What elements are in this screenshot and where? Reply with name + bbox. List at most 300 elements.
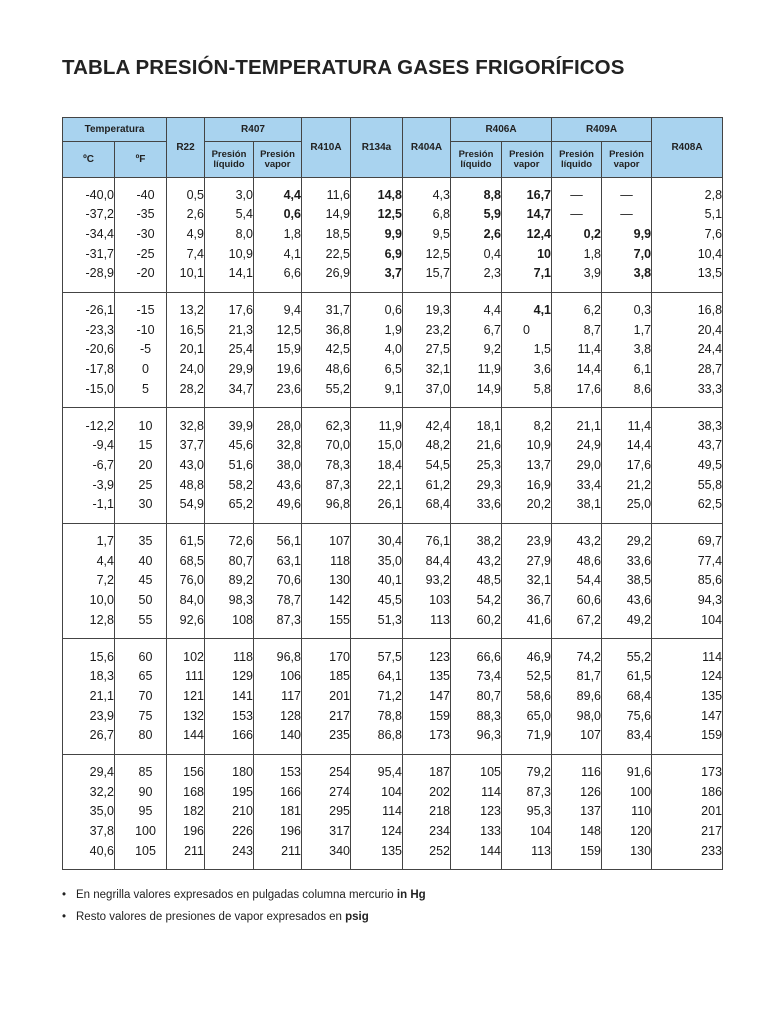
table-cell: -30 bbox=[115, 225, 167, 245]
table-cell: 6,5 bbox=[351, 360, 403, 380]
table-cell: 88,3 bbox=[451, 707, 502, 727]
header-temperatura: Temperatura bbox=[63, 118, 167, 142]
table-cell: 0,3 bbox=[602, 301, 652, 321]
table-cell: -3,9 bbox=[63, 476, 115, 496]
table-cell: 11,9 bbox=[451, 360, 502, 380]
table-cell: 6,7 bbox=[451, 321, 502, 341]
table-cell: 70 bbox=[115, 687, 167, 707]
table-cell: 18,5 bbox=[302, 225, 351, 245]
table-cell: 0,6 bbox=[254, 205, 302, 225]
header-r134a: R134a bbox=[351, 118, 403, 178]
table-cell: 84,4 bbox=[403, 552, 451, 572]
table-cell: 26,1 bbox=[351, 495, 403, 515]
table-row bbox=[63, 380, 723, 400]
table-cell: 317 bbox=[302, 822, 351, 842]
table-cell: 13,5 bbox=[652, 264, 723, 284]
table-cell: 6,2 bbox=[552, 301, 602, 321]
table-cell: 33,3 bbox=[652, 380, 723, 400]
table-cell: 28,2 bbox=[167, 380, 205, 400]
table-cell: 180 bbox=[205, 763, 254, 783]
table-cell: 1,5 bbox=[502, 340, 552, 360]
table-cell: 43,0 bbox=[167, 456, 205, 476]
table-cell: 156 bbox=[167, 763, 205, 783]
table-cell: 2,6 bbox=[167, 205, 205, 225]
table-row bbox=[63, 456, 723, 476]
table-cell: 30 bbox=[115, 495, 167, 515]
table-cell: 95,3 bbox=[502, 802, 552, 822]
table-cell: 64,1 bbox=[351, 667, 403, 687]
table-cell: 32,1 bbox=[403, 360, 451, 380]
table-cell: 39,9 bbox=[205, 417, 254, 437]
table-cell: 114 bbox=[652, 648, 723, 668]
table-cell: 113 bbox=[403, 611, 451, 631]
footnote-2-unit: psig bbox=[345, 911, 369, 923]
table-cell: 118 bbox=[302, 552, 351, 572]
table-cell: 201 bbox=[652, 802, 723, 822]
table-row bbox=[63, 667, 723, 687]
table-cell: 105 bbox=[115, 842, 167, 862]
table-row bbox=[63, 245, 723, 265]
table-cell: 0,6 bbox=[351, 301, 403, 321]
table-row bbox=[63, 571, 723, 591]
footnote-1 bbox=[62, 884, 426, 906]
table-cell: 3,7 bbox=[351, 264, 403, 284]
table-cell: 85 bbox=[115, 763, 167, 783]
table-cell: 123 bbox=[451, 802, 502, 822]
table-cell: 159 bbox=[403, 707, 451, 727]
table-cell: 233 bbox=[652, 842, 723, 862]
table-cell: 61,5 bbox=[602, 667, 652, 687]
table-cell: 21,1 bbox=[63, 687, 115, 707]
table-cell: 29,3 bbox=[451, 476, 502, 496]
table-cell: — bbox=[552, 186, 602, 206]
header-r409a-liquido: Presión líquido bbox=[552, 142, 602, 178]
table-cell: 18,1 bbox=[451, 417, 502, 437]
table-cell: 7,0 bbox=[602, 245, 652, 265]
header-r404a: R404A bbox=[403, 118, 451, 178]
table-cell: 107 bbox=[302, 532, 351, 552]
table-cell: 23,6 bbox=[254, 380, 302, 400]
table-row bbox=[63, 417, 723, 437]
table-cell: 135 bbox=[652, 687, 723, 707]
table-cell: 135 bbox=[351, 842, 403, 862]
table-cell: 102 bbox=[167, 648, 205, 668]
table-cell: 66,6 bbox=[451, 648, 502, 668]
table-cell: 63,1 bbox=[254, 552, 302, 572]
table-cell: 48,5 bbox=[451, 571, 502, 591]
table-cell: 14,4 bbox=[602, 436, 652, 456]
table-cell: 18,4 bbox=[351, 456, 403, 476]
table-cell: 235 bbox=[302, 726, 351, 746]
table-cell: 173 bbox=[403, 726, 451, 746]
table-cell: 7,2 bbox=[63, 571, 115, 591]
table-cell: -37,2 bbox=[63, 205, 115, 225]
table-cell: 211 bbox=[254, 842, 302, 862]
table-cell: 96,3 bbox=[451, 726, 502, 746]
table-cell: 27,5 bbox=[403, 340, 451, 360]
table-cell: 33,6 bbox=[602, 552, 652, 572]
table-cell: 49,6 bbox=[254, 495, 302, 515]
table-cell: 166 bbox=[254, 783, 302, 803]
table-cell: 252 bbox=[403, 842, 451, 862]
table-cell: 2,3 bbox=[451, 264, 502, 284]
table-cell: 73,4 bbox=[451, 667, 502, 687]
table-cell: 1,9 bbox=[351, 321, 403, 341]
table-cell: -20,6 bbox=[63, 340, 115, 360]
table-cell: 32,8 bbox=[167, 417, 205, 437]
table-cell: 13,7 bbox=[502, 456, 552, 476]
table-row bbox=[63, 611, 723, 631]
table-cell: 40,1 bbox=[351, 571, 403, 591]
group-spacer bbox=[63, 631, 723, 639]
table-cell: 37,7 bbox=[167, 436, 205, 456]
table-cell: -15 bbox=[115, 301, 167, 321]
table-cell: 10 bbox=[115, 417, 167, 437]
group-spacer bbox=[63, 409, 723, 417]
table-cell: 20,1 bbox=[167, 340, 205, 360]
table-cell: 35,0 bbox=[351, 552, 403, 572]
table-cell: 10,0 bbox=[63, 591, 115, 611]
table-row bbox=[63, 726, 723, 746]
table-cell: 4,4 bbox=[254, 186, 302, 206]
table-row bbox=[63, 340, 723, 360]
table-cell: 81,7 bbox=[552, 667, 602, 687]
table-cell: 111 bbox=[167, 667, 205, 687]
table-cell: 15 bbox=[115, 436, 167, 456]
table-cell: 87,3 bbox=[302, 476, 351, 496]
table-cell: 31,7 bbox=[302, 301, 351, 321]
table-cell: 70,6 bbox=[254, 571, 302, 591]
table-cell: 98,3 bbox=[205, 591, 254, 611]
table-cell: 54,2 bbox=[451, 591, 502, 611]
table-cell: 20,2 bbox=[502, 495, 552, 515]
header-r406a-liquido: Presión líquido bbox=[451, 142, 502, 178]
table-cell: 9,1 bbox=[351, 380, 403, 400]
table-cell: 35,0 bbox=[63, 802, 115, 822]
table-cell: 211 bbox=[167, 842, 205, 862]
table-cell: 41,6 bbox=[502, 611, 552, 631]
table-cell: 78,8 bbox=[351, 707, 403, 727]
table-cell: 20,4 bbox=[652, 321, 723, 341]
table-cell: 1,8 bbox=[552, 245, 602, 265]
table-cell: 29,9 bbox=[205, 360, 254, 380]
table-cell: 14,9 bbox=[302, 205, 351, 225]
table-cell: 51,3 bbox=[351, 611, 403, 631]
table-row bbox=[63, 321, 723, 341]
table-row bbox=[63, 763, 723, 783]
table-cell: 23,2 bbox=[403, 321, 451, 341]
table-cell: 173 bbox=[652, 763, 723, 783]
bullet-icon: • bbox=[62, 911, 67, 923]
table-cell: 166 bbox=[205, 726, 254, 746]
table-cell: 25 bbox=[115, 476, 167, 496]
table-cell: 91,6 bbox=[602, 763, 652, 783]
footnote-2-text: Resto valores de presiones de vapor expresados en bbox=[76, 911, 346, 923]
table-cell: 98,0 bbox=[552, 707, 602, 727]
table-cell: 4,1 bbox=[502, 301, 552, 321]
table-cell: 26,9 bbox=[302, 264, 351, 284]
table-cell: 11,6 bbox=[302, 186, 351, 206]
table-cell: 90 bbox=[115, 783, 167, 803]
table-cell: 12,5 bbox=[254, 321, 302, 341]
table-cell: 9,9 bbox=[602, 225, 652, 245]
table-cell: 113 bbox=[502, 842, 552, 862]
table-cell: 123 bbox=[403, 648, 451, 668]
table-cell: 54,9 bbox=[167, 495, 205, 515]
table-row bbox=[63, 783, 723, 803]
table-cell: 147 bbox=[403, 687, 451, 707]
table-row bbox=[63, 476, 723, 496]
table-cell: 11,4 bbox=[552, 340, 602, 360]
table-cell: 28,7 bbox=[652, 360, 723, 380]
table-cell: 25,4 bbox=[205, 340, 254, 360]
table-cell: 170 bbox=[302, 648, 351, 668]
table-cell: 182 bbox=[167, 802, 205, 822]
table-row bbox=[63, 802, 723, 822]
table-cell: — bbox=[552, 205, 602, 225]
table-row bbox=[63, 822, 723, 842]
table-cell: 37,0 bbox=[403, 380, 451, 400]
table-cell: 28,0 bbox=[254, 417, 302, 437]
table-cell: 6,6 bbox=[254, 264, 302, 284]
table-cell: 14,1 bbox=[205, 264, 254, 284]
table-cell: 15,9 bbox=[254, 340, 302, 360]
table-cell: 130 bbox=[602, 842, 652, 862]
table-cell: 43,2 bbox=[552, 532, 602, 552]
table-cell: 56,1 bbox=[254, 532, 302, 552]
group-spacer bbox=[63, 515, 723, 523]
table-cell: 155 bbox=[302, 611, 351, 631]
table-cell: 36,8 bbox=[302, 321, 351, 341]
table-cell: -15,0 bbox=[63, 380, 115, 400]
table-cell: 46,9 bbox=[502, 648, 552, 668]
table-cell: 13,2 bbox=[167, 301, 205, 321]
table-cell: 130 bbox=[302, 571, 351, 591]
table-row bbox=[63, 552, 723, 572]
header-fahrenheit: ºF bbox=[115, 142, 167, 178]
table-cell: 4,1 bbox=[254, 245, 302, 265]
table-cell: 1,8 bbox=[254, 225, 302, 245]
table-cell: 0 bbox=[115, 360, 167, 380]
table-cell: -20 bbox=[115, 264, 167, 284]
table-cell: 144 bbox=[167, 726, 205, 746]
table-row bbox=[63, 532, 723, 552]
table-cell: 3,0 bbox=[205, 186, 254, 206]
table-cell: 159 bbox=[652, 726, 723, 746]
table-cell: 94,3 bbox=[652, 591, 723, 611]
table-cell: 142 bbox=[302, 591, 351, 611]
table-cell: 22,5 bbox=[302, 245, 351, 265]
table-cell: 38,5 bbox=[602, 571, 652, 591]
table-cell: 84,0 bbox=[167, 591, 205, 611]
table-cell: 43,6 bbox=[602, 591, 652, 611]
table-cell: 129 bbox=[205, 667, 254, 687]
table-cell: 185 bbox=[302, 667, 351, 687]
table-cell: 92,6 bbox=[167, 611, 205, 631]
table-cell: 58,6 bbox=[502, 687, 552, 707]
table-cell: 10,9 bbox=[502, 436, 552, 456]
table-cell: 226 bbox=[205, 822, 254, 842]
table-cell: 35 bbox=[115, 532, 167, 552]
table-row bbox=[63, 225, 723, 245]
header-r406a: R406A bbox=[451, 118, 552, 142]
table-cell: -6,7 bbox=[63, 456, 115, 476]
table-cell: 45,6 bbox=[205, 436, 254, 456]
table-cell: 5,9 bbox=[451, 205, 502, 225]
table-cell: -26,1 bbox=[63, 301, 115, 321]
table-cell: 65,2 bbox=[205, 495, 254, 515]
table-cell: -25 bbox=[115, 245, 167, 265]
table-cell: -12,2 bbox=[63, 417, 115, 437]
table-cell: 24,9 bbox=[552, 436, 602, 456]
table-cell: 0,5 bbox=[167, 186, 205, 206]
table-cell: 153 bbox=[254, 763, 302, 783]
table-cell: 65 bbox=[115, 667, 167, 687]
table-cell: 87,3 bbox=[254, 611, 302, 631]
table-cell: 32,8 bbox=[254, 436, 302, 456]
table-cell: 4,9 bbox=[167, 225, 205, 245]
table-cell: 19,6 bbox=[254, 360, 302, 380]
table-cell: 69,7 bbox=[652, 532, 723, 552]
table-cell: 15,7 bbox=[403, 264, 451, 284]
table-cell: 76,0 bbox=[167, 571, 205, 591]
table-cell: 168 bbox=[167, 783, 205, 803]
group-spacer bbox=[63, 284, 723, 292]
header-r22: R22 bbox=[167, 118, 205, 178]
table-cell: 12,5 bbox=[351, 205, 403, 225]
table-cell: 86,8 bbox=[351, 726, 403, 746]
table-cell: 32,1 bbox=[502, 571, 552, 591]
table-cell: 135 bbox=[403, 667, 451, 687]
table-cell: 133 bbox=[451, 822, 502, 842]
table-cell: 48,8 bbox=[167, 476, 205, 496]
table-cell: 124 bbox=[652, 667, 723, 687]
table-cell: 38,2 bbox=[451, 532, 502, 552]
table-row bbox=[63, 495, 723, 515]
page-title: TABLA PRESIÓN-TEMPERATURA GASES FRIGORÍFICOS bbox=[62, 56, 625, 79]
table-cell: 58,2 bbox=[205, 476, 254, 496]
table-cell: 6,1 bbox=[602, 360, 652, 380]
table-cell: 61,2 bbox=[403, 476, 451, 496]
table-cell: 37,8 bbox=[63, 822, 115, 842]
table-cell: 42,5 bbox=[302, 340, 351, 360]
table-cell: 43,2 bbox=[451, 552, 502, 572]
table-cell: 121 bbox=[167, 687, 205, 707]
table-row bbox=[63, 591, 723, 611]
table-cell: -9,4 bbox=[63, 436, 115, 456]
table-cell: 25,0 bbox=[602, 495, 652, 515]
table-cell: 49,2 bbox=[602, 611, 652, 631]
table-cell: 16,8 bbox=[652, 301, 723, 321]
group-spacer bbox=[63, 293, 723, 301]
table-cell: — bbox=[602, 205, 652, 225]
table-cell: 55,8 bbox=[652, 476, 723, 496]
table-cell: 120 bbox=[602, 822, 652, 842]
table-cell: 33,4 bbox=[552, 476, 602, 496]
table-cell: 95 bbox=[115, 802, 167, 822]
table-cell: 80,7 bbox=[205, 552, 254, 572]
table-cell: 96,8 bbox=[254, 648, 302, 668]
table-cell: 49,5 bbox=[652, 456, 723, 476]
table-cell: 9,5 bbox=[403, 225, 451, 245]
table-cell: 34,7 bbox=[205, 380, 254, 400]
table-cell: 7,4 bbox=[167, 245, 205, 265]
table-cell: 50 bbox=[115, 591, 167, 611]
table-cell: 21,6 bbox=[451, 436, 502, 456]
table-cell: 19,3 bbox=[403, 301, 451, 321]
table-cell: 77,4 bbox=[652, 552, 723, 572]
table-cell: 5,8 bbox=[502, 380, 552, 400]
footnotes bbox=[62, 884, 426, 928]
table-cell: 10 bbox=[502, 245, 552, 265]
header-r407-vapor: Presión vapor bbox=[254, 142, 302, 178]
table-cell: -28,9 bbox=[63, 264, 115, 284]
table-cell: 10,4 bbox=[652, 245, 723, 265]
table-cell: 30,4 bbox=[351, 532, 403, 552]
table-cell: 0,4 bbox=[451, 245, 502, 265]
table-cell: 85,6 bbox=[652, 571, 723, 591]
table-cell: 2,6 bbox=[451, 225, 502, 245]
table-cell: 20 bbox=[115, 456, 167, 476]
group-spacer bbox=[63, 640, 723, 648]
table-cell: 217 bbox=[302, 707, 351, 727]
table-cell: 12,8 bbox=[63, 611, 115, 631]
table-cell: 29,4 bbox=[63, 763, 115, 783]
table-cell: 57,5 bbox=[351, 648, 403, 668]
bullet-icon: • bbox=[62, 889, 67, 901]
table-cell: 55 bbox=[115, 611, 167, 631]
table-cell: 52,5 bbox=[502, 667, 552, 687]
table-cell: 16,5 bbox=[167, 321, 205, 341]
table-cell: 16,7 bbox=[502, 186, 552, 206]
header-r410a: R410A bbox=[302, 118, 351, 178]
table-cell: 118 bbox=[205, 648, 254, 668]
table-cell: 274 bbox=[302, 783, 351, 803]
table-cell: 114 bbox=[451, 783, 502, 803]
table-cell: 104 bbox=[351, 783, 403, 803]
table-cell: 79,2 bbox=[502, 763, 552, 783]
table-cell: 100 bbox=[115, 822, 167, 842]
table-cell: 153 bbox=[205, 707, 254, 727]
table-cell: 74,2 bbox=[552, 648, 602, 668]
table-cell: 29,2 bbox=[602, 532, 652, 552]
table-cell: 210 bbox=[205, 802, 254, 822]
table-cell: 17,6 bbox=[205, 301, 254, 321]
table-cell: 80,7 bbox=[451, 687, 502, 707]
table-cell: 9,2 bbox=[451, 340, 502, 360]
table-cell: 78,7 bbox=[254, 591, 302, 611]
table-cell: 15,0 bbox=[351, 436, 403, 456]
table-cell: -34,4 bbox=[63, 225, 115, 245]
header-r408a: R408A bbox=[652, 118, 723, 178]
table-cell: 38,0 bbox=[254, 456, 302, 476]
table-cell: 116 bbox=[552, 763, 602, 783]
table-cell: 217 bbox=[652, 822, 723, 842]
table-cell: 218 bbox=[403, 802, 451, 822]
footnote-1-unit: in Hg bbox=[396, 889, 426, 901]
table-cell: 159 bbox=[552, 842, 602, 862]
table-cell: 11,4 bbox=[602, 417, 652, 437]
table-row bbox=[63, 264, 723, 284]
header-r409a-vapor: Presión vapor bbox=[602, 142, 652, 178]
table-cell: 55,2 bbox=[602, 648, 652, 668]
table-cell: 10,1 bbox=[167, 264, 205, 284]
table-cell: 8,0 bbox=[205, 225, 254, 245]
table-cell: 54,5 bbox=[403, 456, 451, 476]
table-cell: 48,2 bbox=[403, 436, 451, 456]
table-cell: 5,4 bbox=[205, 205, 254, 225]
table-cell: 12,4 bbox=[502, 225, 552, 245]
